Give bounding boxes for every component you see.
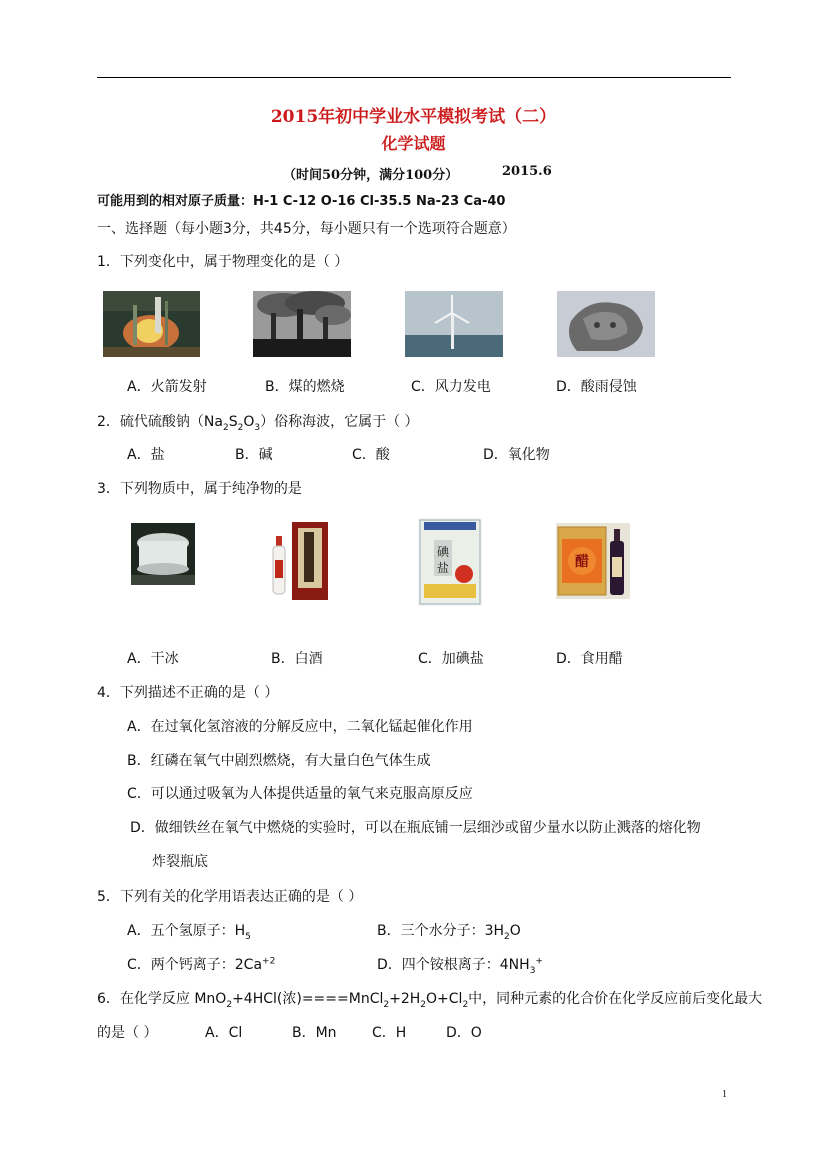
- q4-option-a: A．在过氧化氢溶液的分解反应中，二氧化锰起催化作用: [127, 719, 473, 735]
- q2-option-a: A．盐: [127, 447, 165, 463]
- header-rule: [97, 77, 731, 78]
- wind-turbine-image: [405, 291, 503, 357]
- salt-label-2: 盐: [436, 561, 450, 575]
- q1-option-b: B．煤的燃烧: [265, 379, 345, 395]
- q2-option-c: C．酸: [352, 447, 390, 463]
- dry-ice-image: [131, 523, 195, 585]
- q2-stem: 2．硫代硫酸钠$(Na_2S_2O_3)$俗称海波，它属于（ ）: [97, 414, 419, 433]
- q3-option-a: A．干冰: [127, 651, 179, 667]
- acid-rain-statue-image: [557, 291, 655, 357]
- q5-option-b: B．三个水分子：$3H_2O$: [377, 923, 521, 942]
- q2-option-b: B．碱: [235, 447, 273, 463]
- liquor-bottle-image: [268, 518, 332, 602]
- salt-label-1: 碘: [436, 545, 450, 559]
- q5-option-c: C．两个钙离子：$2Ca^{+2}$: [127, 956, 276, 973]
- q6-option-d: D．O: [446, 1025, 482, 1041]
- q6-option-a: A．Cl: [205, 1025, 243, 1041]
- section-heading: 一、选择题（每小题3分，共45分，每小题只有一个选项符合题意）: [97, 221, 516, 237]
- q3-option-d: D．食用醋: [556, 651, 623, 667]
- q4-option-c: C．可以通过吸氧为人体提供适量的氧气来克服高原反应: [127, 786, 473, 802]
- q5-option-a: A．五个氢原子：$H_5$: [127, 923, 251, 942]
- q6-stem-line2: 的是（ ）: [97, 1025, 158, 1041]
- q4-option-b: B．红磷在氧气中剧烈燃烧，有大量白色气体生成: [127, 753, 431, 769]
- q3-stem: 3．下列物质中，属于纯净物的是: [97, 481, 302, 497]
- vinegar-image: [556, 523, 630, 599]
- q1-option-a: A．火箭发射: [127, 379, 207, 395]
- q4-option-d-line1: D．做细铁丝在氧气中燃烧的实验时，可以在瓶底铺一层细沙或留少量水以防止溅落的熔化物: [130, 820, 701, 836]
- time-info: （时间50分钟，满分100分）: [283, 168, 459, 183]
- q1-stem: 1．下列变化中，属于物理变化的是（ ）: [97, 254, 349, 270]
- q4-option-d-line2: 炸裂瓶底: [152, 854, 208, 870]
- q3-option-c: C．加碘盐: [418, 651, 484, 667]
- iodized-salt-image: [418, 518, 482, 606]
- q6-option-c: C．H: [372, 1025, 407, 1041]
- q2-option-d: D．氧化物: [483, 447, 550, 463]
- q5-option-d: D．四个铵根离子：$4NH_3^+$: [377, 956, 543, 976]
- exam-subtitle: 化学试题: [381, 134, 446, 153]
- q4-stem: 4．下列描述不正确的是（ ）: [97, 685, 279, 701]
- vinegar-label: 醋: [575, 554, 589, 570]
- q3-option-b: B．白酒: [271, 651, 323, 667]
- rocket-launch-image: [103, 291, 200, 357]
- exam-title: 2015年初中学业水平模拟考试（二）: [270, 107, 557, 127]
- q1-option-d: D．酸雨侵蚀: [556, 379, 637, 395]
- coal-burning-image: [253, 291, 351, 357]
- atomic-masses: 可能用到的相对原子质量：H-1 C-12 O-16 Cl-35.5 Na-23 Ca-40: [97, 194, 506, 209]
- exam-date: 2015.6: [502, 164, 552, 179]
- q1-option-c: C．风力发电: [411, 379, 491, 395]
- q5-stem: 5．下列有关的化学用语表达正确的是（ ）: [97, 889, 363, 905]
- page-number: 1: [722, 1089, 727, 1100]
- q6-option-b: B．Mn: [292, 1025, 337, 1041]
- q6-stem-line1: 6．在化学反应 MnO$_2$+4HCl(浓)$====MnCl_2+2H_2O+Cl_2$中，同种元素的化合价在化学反应前后变化最大: [97, 991, 763, 1010]
